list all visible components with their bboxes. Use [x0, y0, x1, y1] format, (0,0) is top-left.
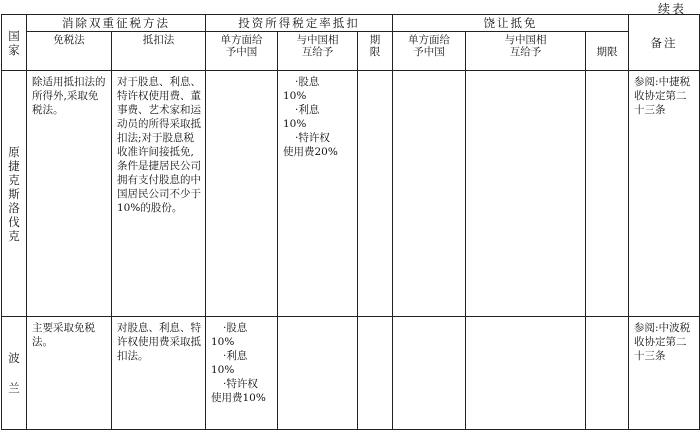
- rate-line: 10%: [211, 364, 235, 376]
- tax-treaty-table: [1, 14, 700, 430]
- rate-line: ·特许权: [295, 132, 330, 144]
- rate-line: 使用费10%: [211, 392, 266, 404]
- fixed-period-cell: [358, 71, 393, 317]
- sparing-mutual-cell: [466, 71, 586, 317]
- fixed-unilateral-cell: [206, 71, 278, 317]
- continued-label: 续表: [657, 2, 686, 16]
- rate-line: 10%: [211, 336, 235, 348]
- rate-line: ·股息: [295, 76, 320, 88]
- country-cell: 原捷克斯洛伐克: [2, 71, 27, 317]
- rate-line: ·利息: [295, 104, 320, 116]
- header-row-groups: [2, 15, 700, 32]
- sparing-mutual-cell: [466, 317, 586, 430]
- header-row-sub: [2, 32, 700, 71]
- rate-line: ·利息: [223, 350, 248, 362]
- fixed-period-header: 期限: [358, 32, 393, 71]
- country-header: 国家: [2, 15, 27, 71]
- country-cell: 波兰: [2, 317, 27, 430]
- credit-header: 抵扣法: [112, 32, 206, 71]
- fixed-unilateral-header: 单方面给予中国: [206, 32, 278, 71]
- fixed-mutual-cell: [278, 317, 358, 430]
- remarks-cell: 参阅:中捷税收协定第二十三条: [629, 71, 700, 317]
- fixed-mutual-header: 与中国相互给予: [278, 32, 358, 71]
- fixed-unilateral-cell: [206, 317, 278, 430]
- table-row: [2, 71, 700, 317]
- exemption-cell: 主要采取免税法。: [27, 317, 112, 430]
- exemption-header: 免税法: [27, 32, 112, 71]
- fixed-period-cell: [358, 317, 393, 430]
- sparing-period-cell: [586, 71, 629, 317]
- rate-line: 10%: [283, 118, 307, 130]
- remarks-cell: 参阅:中波税收协定第二十三条: [629, 317, 700, 430]
- sparing-unilateral-header: 单方面给予中国: [393, 32, 466, 71]
- tax-sparing-header: 饶让抵免: [393, 15, 629, 32]
- elimination-methods-header: 消除双重征税方法: [27, 15, 206, 32]
- sparing-period-cell: [586, 317, 629, 430]
- remarks-header: 备注: [629, 15, 700, 71]
- sparing-mutual-header: 与中国相互给予: [466, 32, 586, 71]
- rate-line: ·股息: [223, 322, 248, 334]
- credit-cell: 对股息、利息、特许权使用费采取抵扣法。: [112, 317, 206, 430]
- sparing-unilateral-cell: [393, 317, 466, 430]
- credit-cell: 对于股息、利息、特许权使用费、董事费、艺术家和运动员的所得采取抵扣法;对于股息税收准许间接抵免,条件是捷居民公司拥有支付股息的中国居民公司不少于10%的股份。: [112, 71, 206, 317]
- sparing-unilateral-cell: [393, 71, 466, 317]
- rate-line: ·特许权: [223, 378, 258, 390]
- table-row: [2, 317, 700, 430]
- fixed-rate-credit-header: 投资所得税定率抵扣: [206, 15, 393, 32]
- sparing-period-header: 期限: [586, 32, 629, 71]
- exemption-cell: 除适用抵扣法的所得外,采取免税法。: [27, 71, 112, 317]
- rate-line: 使用费20%: [283, 146, 338, 158]
- rate-line: 10%: [283, 90, 307, 102]
- fixed-mutual-cell: [278, 71, 358, 317]
